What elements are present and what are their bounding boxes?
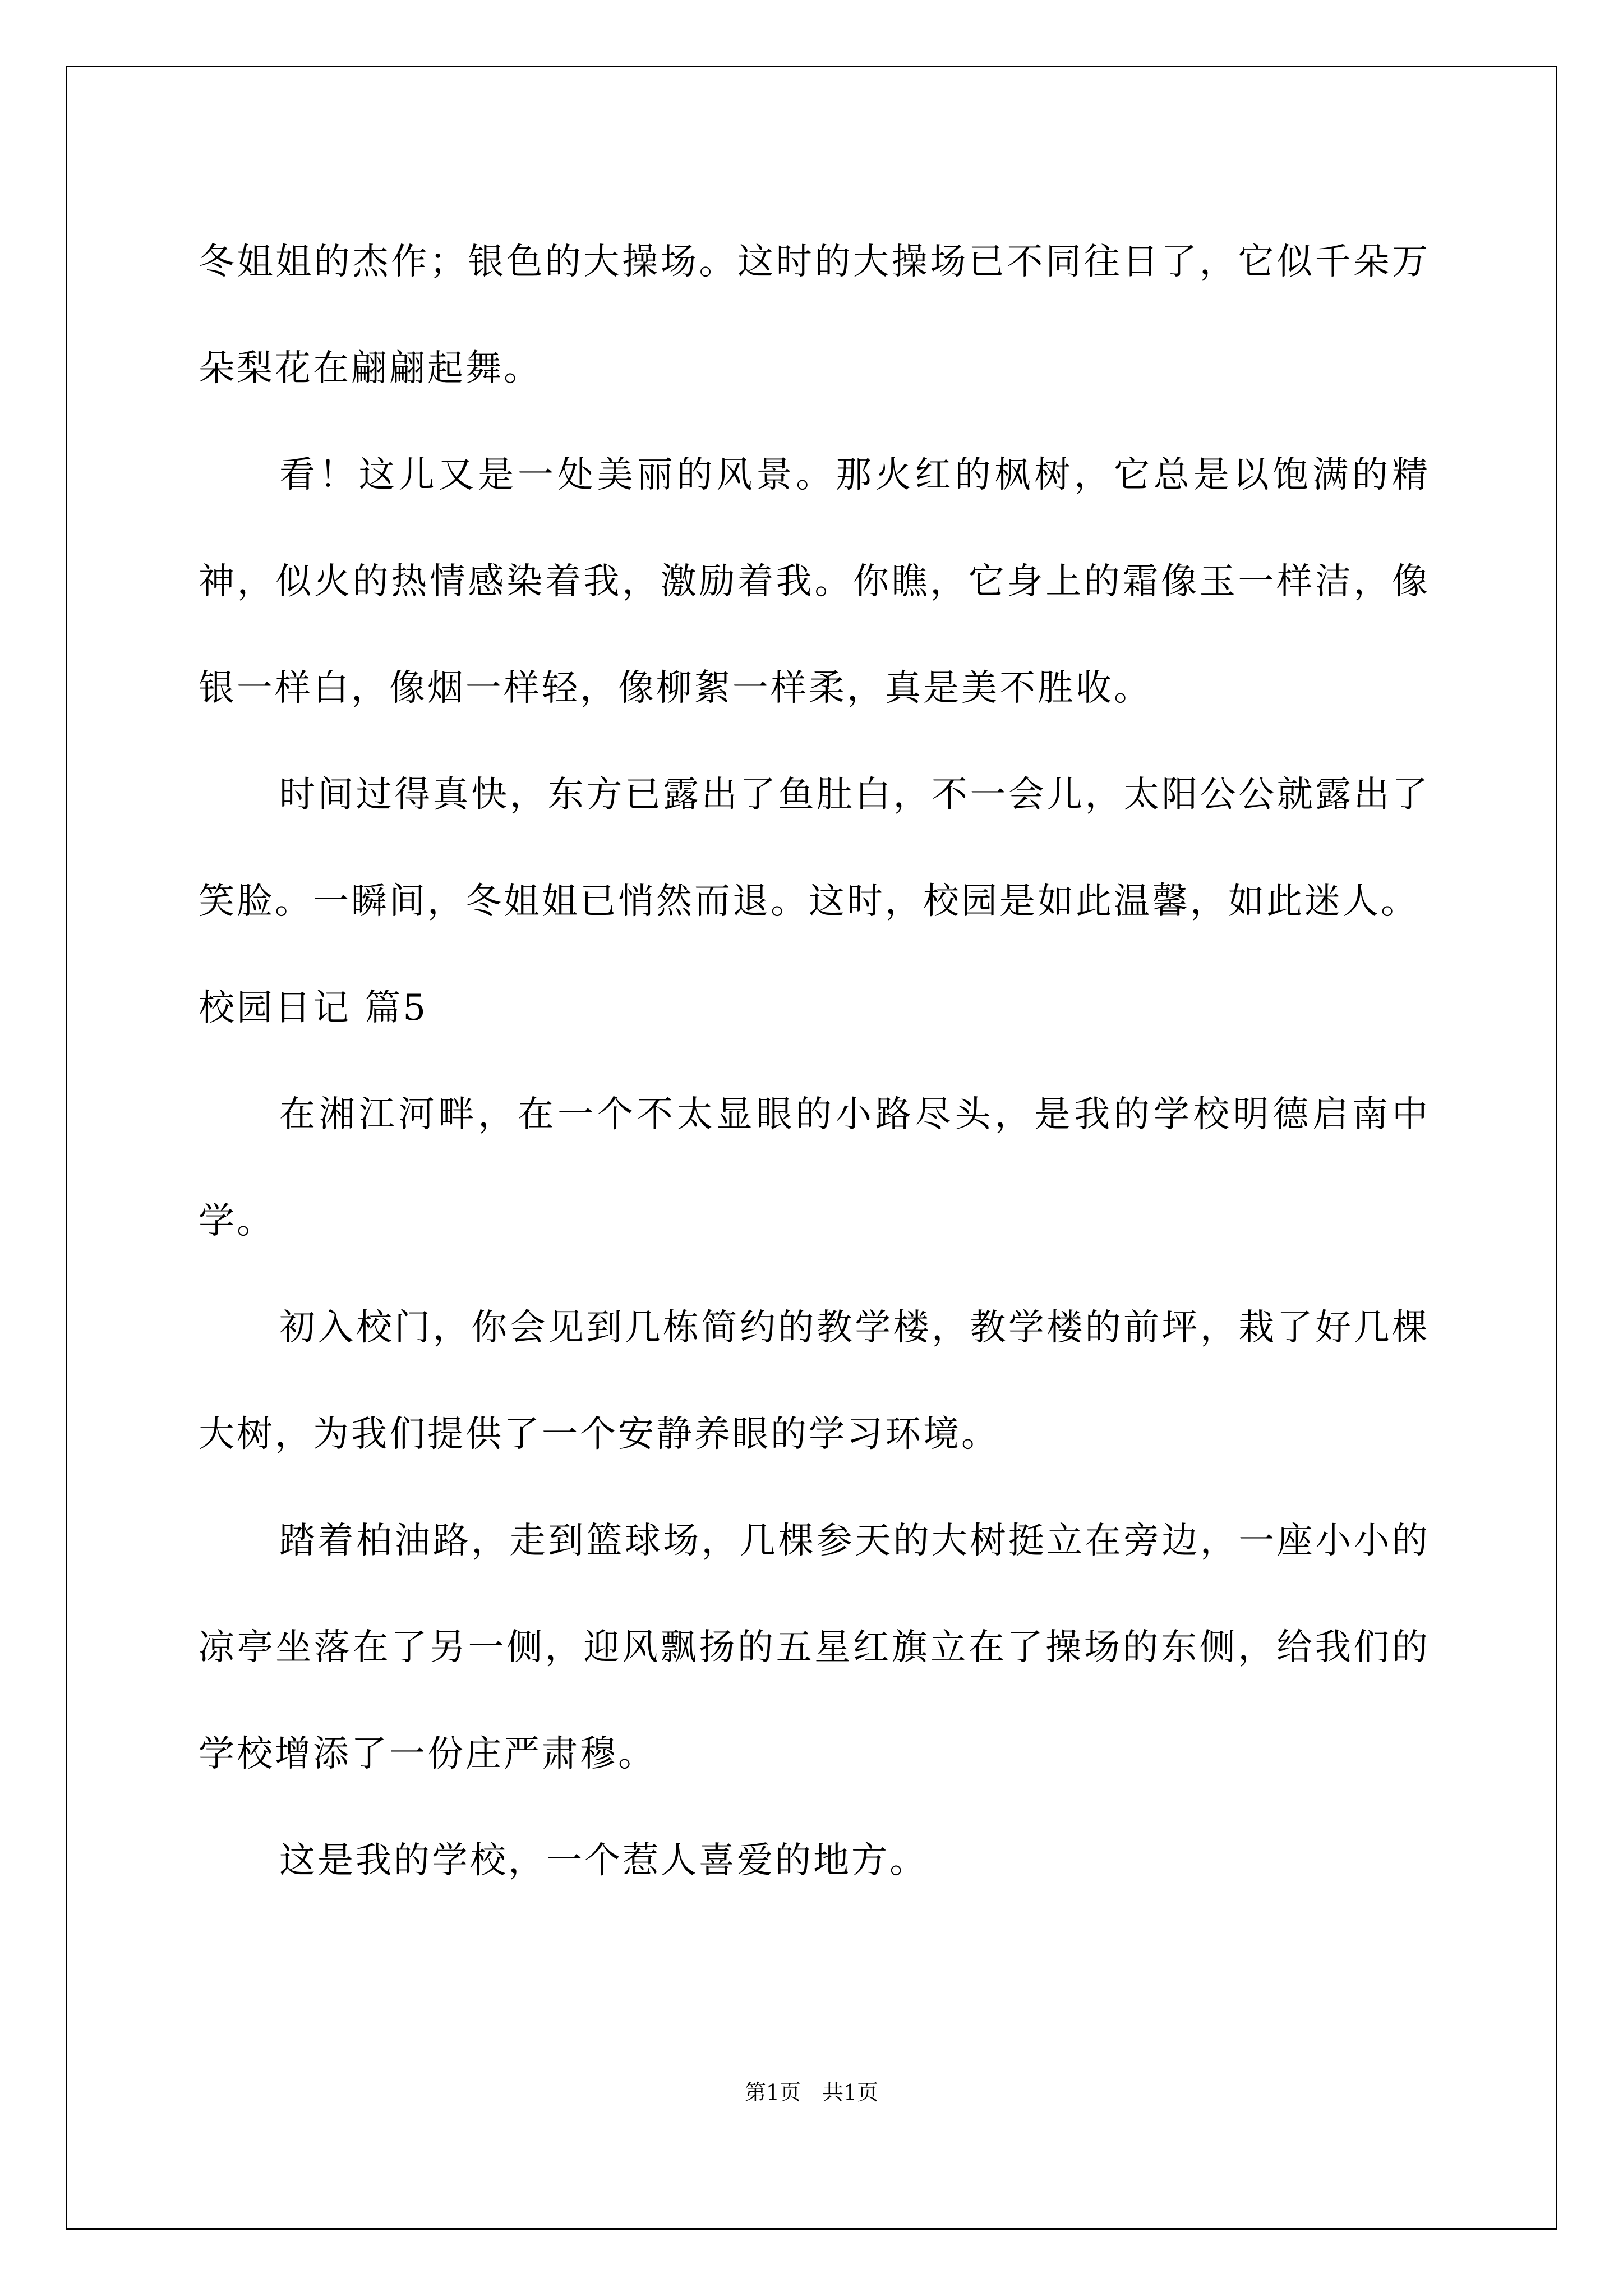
section-title: 校园日记 篇5 bbox=[199, 987, 428, 1029]
paragraph: 初入校门，你会见到几栋简约的教学楼，教学楼的前坪，栽了好几棵大树，为我们提供了一个安静养眼的学习环境。 bbox=[199, 1307, 1430, 1455]
paragraph: 在湘江河畔，在一个不太显眼的小路尽头，是我的学校明德启南中学。 bbox=[199, 1094, 1430, 1242]
paragraph: 时间过得真快，东方已露出了鱼肚白，不一会儿，太阳公公就露出了笑脸。一瞬间，冬姐姐已悄然而退。这时，校园是如此温馨，如此迷人。 bbox=[199, 774, 1430, 922]
paragraph: 看！这儿又是一处美丽的风景。那火红的枫树，它总是以饱满的精神，似火的热情感染着我，激励着我。你瞧，它身上的霜像玉一样洁，像银一样白，像烟一样轻，像柳絮一样柔，真是美不胜收。 bbox=[199, 454, 1430, 709]
paragraph: 冬姐姐的杰作；银色的大操场。这时的大操场已不同往日了，它似千朵万朵梨花在翩翩起舞。 bbox=[199, 241, 1430, 389]
paragraph: 踏着柏油路，走到篮球场，几棵参天的大树挺立在旁边，一座小小的凉亭坐落在了另一侧，迎风飘扬的五星红旗立在了操场的东侧，给我们的学校增添了一份庄严肃穆。 bbox=[199, 1520, 1430, 1775]
document-body bbox=[199, 209, 1430, 1914]
paragraph: 这是我的学校，一个惹人喜爱的地方。 bbox=[279, 1840, 928, 1881]
page-number: 第1页 共1页 bbox=[744, 2080, 879, 2105]
